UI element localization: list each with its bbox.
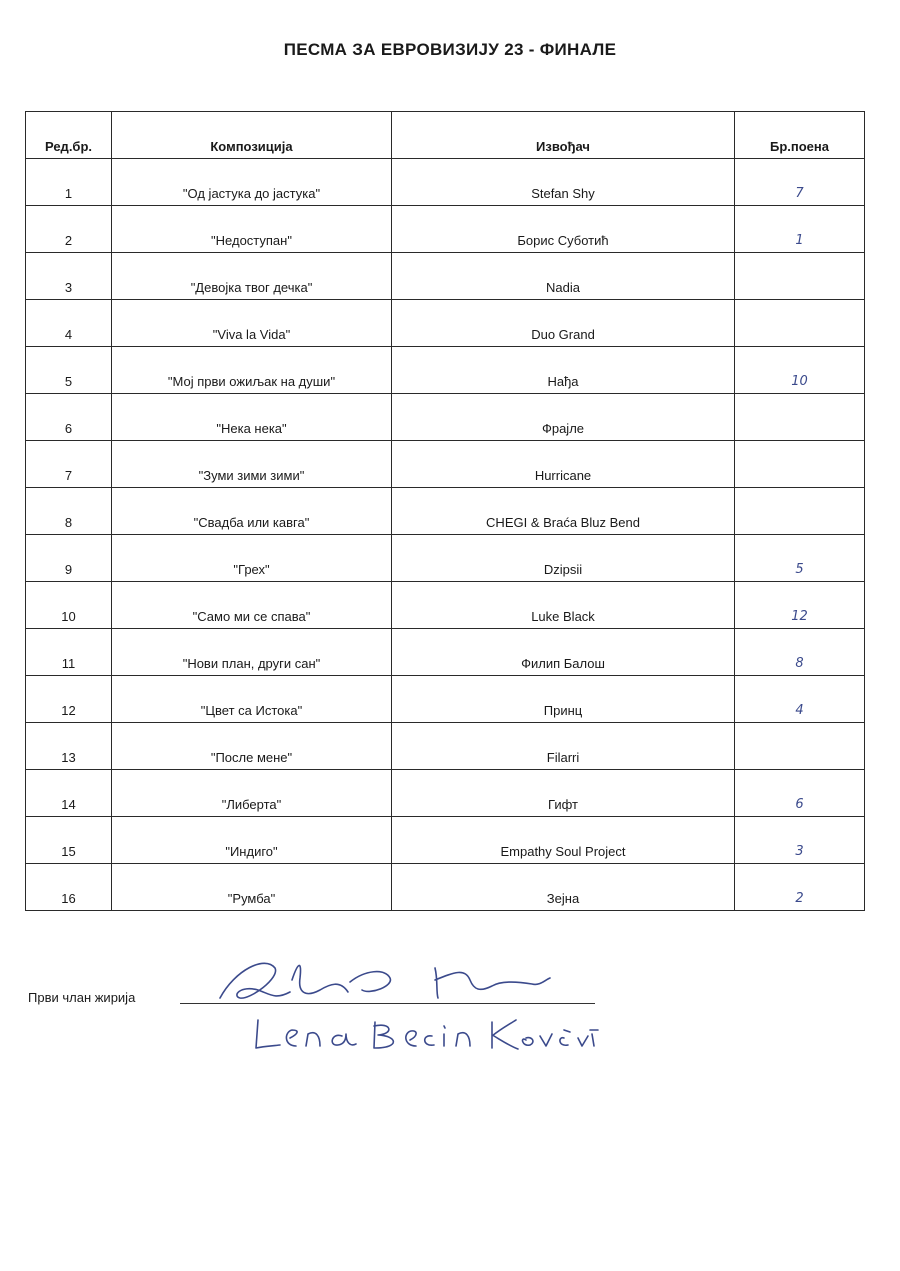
song-title: "Мој први ожиљак на души" [112,347,392,394]
table-row [26,300,865,347]
row-number: 6 [26,394,112,441]
song-title: "Девојка твог дечка" [112,253,392,300]
song-title: "Од јастука до јастука" [112,159,392,206]
row-number: 12 [26,676,112,723]
points-value: 8 [735,629,865,676]
header-song: Композиција [112,112,392,159]
table-row [26,770,865,817]
points-value: 2 [735,864,865,911]
song-title: "Грех" [112,535,392,582]
points-value: 12 [735,582,865,629]
row-number: 3 [26,253,112,300]
header-number: Ред.бр. [26,112,112,159]
artist-name: Принц [392,676,735,723]
row-number: 7 [26,441,112,488]
page-title: ПЕСМА ЗА ЕВРОВИЗИЈУ 23 - ФИНАЛЕ [283,40,617,59]
table-row [26,629,865,676]
artist-name: Dzipsii [392,535,735,582]
row-number: 4 [26,300,112,347]
table-row [26,488,865,535]
points-value: 5 [735,535,865,582]
table-row [26,676,865,723]
table-row [26,159,865,206]
row-number: 13 [26,723,112,770]
voting-table [25,111,865,911]
table-row [26,394,865,441]
table-row [26,723,865,770]
points-value: 6 [735,770,865,817]
row-number: 16 [26,864,112,911]
song-title: "Цвет са Истока" [112,676,392,723]
artist-name: Empathy Soul Project [392,817,735,864]
row-number: 15 [26,817,112,864]
artist-name: Hurricane [392,441,735,488]
table-row [26,441,865,488]
song-title: "Индиго" [112,817,392,864]
points-value: 1 [735,206,865,253]
points-value [735,253,865,300]
song-title: "После мене" [112,723,392,770]
points-value: 10 [735,347,865,394]
artist-name: Stefan Shy [392,159,735,206]
artist-name: Duo Grand [392,300,735,347]
song-title: "Само ми се спава" [112,582,392,629]
song-title: "Нека нека" [112,394,392,441]
points-value [735,300,865,347]
row-number: 1 [26,159,112,206]
points-value: 7 [735,159,865,206]
header-artist: Извођач [392,112,735,159]
song-title: "Либерта" [112,770,392,817]
row-number: 10 [26,582,112,629]
table-row [26,582,865,629]
song-title: "Свадба или кавга" [112,488,392,535]
artist-name: CHEGI & Braća Bluz Bend [392,488,735,535]
table-row [26,864,865,911]
artist-name: Filarri [392,723,735,770]
points-value [735,488,865,535]
table-header-row [26,112,865,159]
song-title: "Румба" [112,864,392,911]
song-title: "Viva la Vida" [112,300,392,347]
row-number: 14 [26,770,112,817]
points-value: 4 [735,676,865,723]
song-title: "Нови план, други сан" [112,629,392,676]
table-row [26,253,865,300]
artist-name: Зејна [392,864,735,911]
header-points: Бр.поена [735,112,865,159]
song-title: "Недоступан" [112,206,392,253]
table-row [26,206,865,253]
table-row [26,817,865,864]
artist-name: Nadia [392,253,735,300]
points-value [735,441,865,488]
row-number: 2 [26,206,112,253]
table-row [26,535,865,582]
points-value [735,723,865,770]
juror-label: Први члан жирија [28,990,136,1005]
handwritten-signature [180,950,610,1060]
artist-name: Филип Балош [392,629,735,676]
row-number: 8 [26,488,112,535]
song-title: "Зуми зими зими" [112,441,392,488]
row-number: 9 [26,535,112,582]
artist-name: Гифт [392,770,735,817]
artist-name: Борис Суботић [392,206,735,253]
artist-name: Нађа [392,347,735,394]
points-value [735,394,865,441]
artist-name: Фрајле [392,394,735,441]
row-number: 5 [26,347,112,394]
row-number: 11 [26,629,112,676]
artist-name: Luke Black [392,582,735,629]
table-row [26,347,865,394]
points-value: 3 [735,817,865,864]
